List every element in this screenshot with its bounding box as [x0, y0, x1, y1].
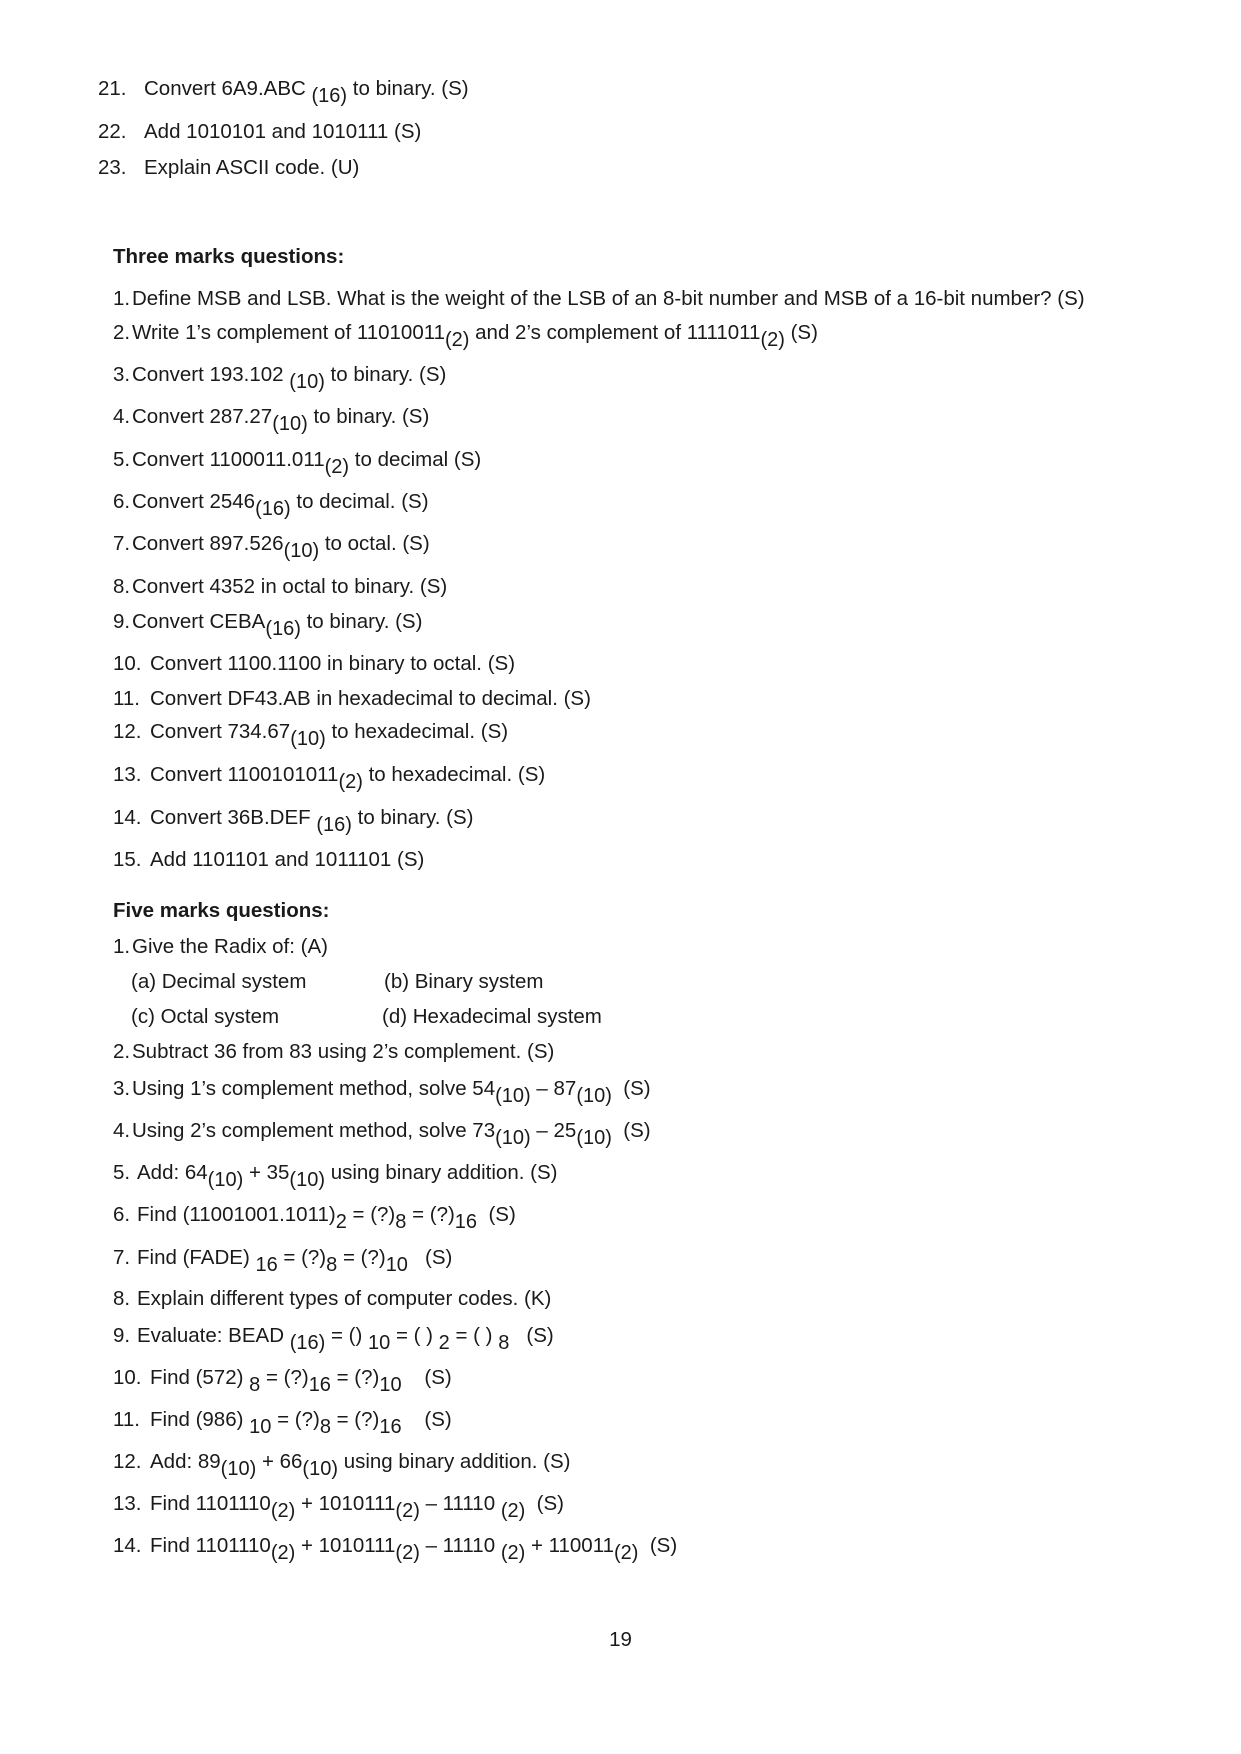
- question-item: [113, 1039, 554, 1065]
- question-item: [113, 447, 482, 478]
- question-number: 8.: [113, 575, 131, 598]
- question-text: Explain ASCII code. (U): [144, 156, 360, 179]
- section-heading-five-marks: Five marks questions:: [113, 899, 330, 922]
- question-text: Add 1101101 and 1011101 (S): [150, 848, 425, 871]
- question-text: Convert DF43.AB in hexadecimal to decimal. (S): [150, 687, 591, 710]
- question-item: [98, 155, 359, 181]
- question-number: 8.: [113, 1287, 131, 1310]
- question-number: 13.: [113, 1492, 142, 1515]
- question-text: Add 1010101 and 1010111 (S): [144, 120, 422, 143]
- question-text: Give the Radix of: (A): [132, 935, 328, 958]
- question-text: Find 1101110(2) + 1010111(2) – 11110 (2) (S): [150, 1492, 564, 1522]
- question-number: 7.: [113, 532, 131, 555]
- option-b: (b) Binary system: [384, 970, 544, 993]
- question-text: Convert 1100101011(2) to hexadecimal. (S): [150, 763, 546, 793]
- question-item: [113, 1533, 678, 1564]
- question-item: [98, 76, 469, 107]
- question-number: 1.: [113, 935, 131, 958]
- question-item: [113, 762, 546, 793]
- question-item: [113, 531, 430, 562]
- question-number: 14.: [113, 806, 142, 829]
- question-item: [113, 1449, 571, 1480]
- question-number: 1.: [113, 287, 131, 310]
- question-text: Convert 1100011.011(2) to decimal (S): [132, 448, 482, 478]
- question-item: [113, 719, 509, 750]
- question-item: [113, 934, 328, 960]
- question-number: 12.: [113, 720, 142, 743]
- question-text: Convert 287.27(10) to binary. (S): [132, 405, 430, 435]
- question-number: 9.: [113, 1324, 131, 1347]
- section-heading-three-marks: Three marks questions:: [113, 245, 345, 268]
- question-text: Using 1’s complement method, solve 54(10) – 87(10) (S): [132, 1077, 651, 1107]
- question-number: 6.: [113, 490, 131, 513]
- question-text: Find (986) 10 = (?)8 = (?)16 (S): [150, 1408, 452, 1438]
- question-text: Convert 4352 in octal to binary. (S): [132, 575, 448, 598]
- question-text: Convert 1100.1100 in binary to octal. (S): [150, 652, 516, 675]
- question-number: 2.: [113, 321, 131, 344]
- question-text: Convert 36B.DEF (16) to binary. (S): [150, 806, 474, 836]
- question-item: [113, 1491, 564, 1522]
- question-number: 2.: [113, 1040, 131, 1063]
- question-number: 11.: [113, 687, 140, 710]
- question-item: [113, 362, 447, 393]
- question-text: Find (11001001.1011)2 = (?)8 = (?)16 (S): [137, 1203, 516, 1233]
- question-text: Convert CEBA(16) to binary. (S): [132, 610, 423, 640]
- question-number: 10.: [113, 652, 142, 675]
- question-text: Subtract 36 from 83 using 2’s complement. (S): [132, 1040, 555, 1063]
- question-text: Convert 6A9.ABC (16) to binary. (S): [144, 77, 469, 107]
- question-item: [113, 574, 447, 600]
- question-number: 11.: [113, 1408, 140, 1431]
- question-item: [113, 1365, 452, 1396]
- question-text: Convert 897.526(10) to octal. (S): [132, 532, 430, 562]
- question-item: [113, 1202, 516, 1233]
- question-text: Find (FADE) 16 = (?)8 = (?)10 (S): [137, 1246, 453, 1276]
- question-text: Evaluate: BEAD (16) = () 10 = ( ) 2 = ( ) 8 (S): [137, 1324, 554, 1354]
- question-text: Write 1’s complement of 11010011(2) and 2’s complement of 1111011(2) (S): [132, 321, 818, 351]
- page-number: 19: [609, 1628, 632, 1651]
- question-text: Add: 64(10) + 35(10) using binary addition. (S): [137, 1161, 558, 1191]
- option-d: (d) Hexadecimal system: [382, 1005, 602, 1028]
- question-number: 10.: [113, 1366, 142, 1389]
- question-item: [113, 1118, 651, 1149]
- question-item: [113, 1245, 453, 1276]
- question-item: [98, 119, 421, 145]
- question-number: 5.: [113, 1161, 131, 1184]
- question-number: 22.: [98, 120, 127, 143]
- question-number: 15.: [113, 848, 142, 871]
- question-text: Convert 2546(16) to decimal. (S): [132, 490, 429, 520]
- question-item: [113, 847, 424, 873]
- question-item: [113, 489, 429, 520]
- question-item: [113, 1076, 651, 1107]
- question-number: 5.: [113, 448, 131, 471]
- question-number: 13.: [113, 763, 142, 786]
- question-item: [113, 404, 430, 435]
- question-text: Explain different types of computer codes. (K): [137, 1287, 552, 1310]
- question-number: 23.: [98, 156, 127, 179]
- question-number: 4.: [113, 405, 131, 428]
- question-item: [113, 320, 818, 351]
- question-number: 6.: [113, 1203, 131, 1226]
- question-item: [113, 1407, 452, 1438]
- question-item: [113, 651, 515, 677]
- question-text: Convert 193.102 (10) to binary. (S): [132, 363, 447, 393]
- question-text: Add: 89(10) + 66(10) using binary addition. (S): [150, 1450, 571, 1480]
- question-text: Convert 734.67(10) to hexadecimal. (S): [150, 720, 509, 750]
- question-number: 12.: [113, 1450, 142, 1473]
- question-text: Find (572) 8 = (?)16 = (?)10 (S): [150, 1366, 452, 1396]
- question-item: [113, 686, 591, 712]
- question-item: [113, 1160, 558, 1191]
- question-number: 14.: [113, 1534, 142, 1557]
- question-number: 7.: [113, 1246, 131, 1269]
- question-number: 3.: [113, 363, 131, 386]
- question-number: 4.: [113, 1119, 131, 1142]
- question-text: Define MSB and LSB. What is the weight of the LSB of an 8-bit number and MSB of a 16-bit number? (S): [132, 287, 1085, 310]
- question-item: [113, 1323, 554, 1354]
- question-text: Find 1101110(2) + 1010111(2) – 11110 (2) + 110011(2) (S): [150, 1534, 678, 1564]
- question-item: [113, 286, 1085, 312]
- question-item: [113, 1286, 551, 1312]
- question-number: 3.: [113, 1077, 131, 1100]
- question-item: [113, 805, 474, 836]
- question-number: 9.: [113, 610, 131, 633]
- question-item: [113, 609, 423, 640]
- question-number: 21.: [98, 77, 127, 100]
- option-a: (a) Decimal system: [131, 970, 307, 993]
- question-text: Using 2’s complement method, solve 73(10) – 25(10) (S): [132, 1119, 651, 1149]
- option-c: (c) Octal system: [131, 1005, 280, 1028]
